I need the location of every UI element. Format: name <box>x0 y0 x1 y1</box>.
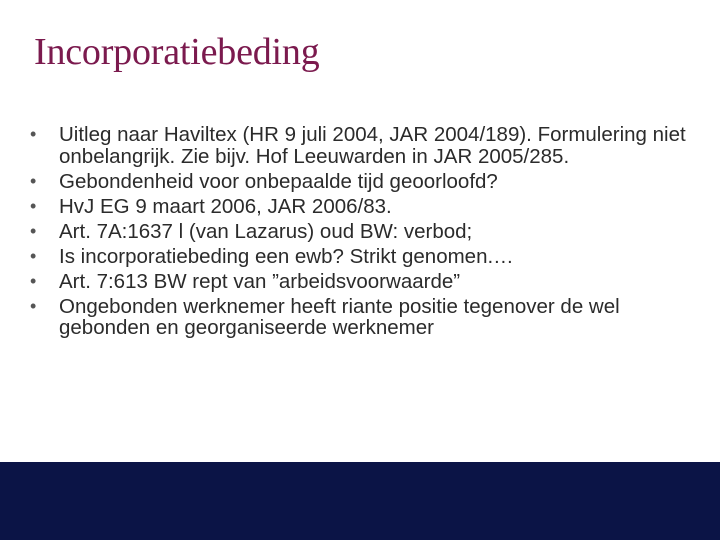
bullet-list <box>30 124 690 342</box>
bullet-item <box>30 271 690 293</box>
footer-bar <box>0 462 720 540</box>
bullet-icon: • <box>30 270 37 291</box>
bullet-item <box>30 124 690 167</box>
bullet-icon: • <box>30 220 37 241</box>
bullet-text: Is incorporatiebeding een ewb? Strikt genomen.… <box>59 244 514 268</box>
bullet-text: Ongebonden werknemer heeft riante positie tegenover de wel gebonden en georganiseerde werknemer <box>59 294 620 339</box>
bullet-icon: • <box>30 195 37 216</box>
bullet-icon: • <box>30 245 37 266</box>
bullet-text: Uitleg naar Haviltex (HR 9 juli 2004, JAR 2004/189). Formulering niet onbelangrijk. Zie bijv. Hof Leeuwarden in JAR 2005/285. <box>59 123 686 168</box>
bullet-icon: • <box>30 295 37 316</box>
slide-title: Incorporatiebeding <box>34 31 320 73</box>
bullet-text: Art. 7A:1637 l (van Lazarus) oud BW: verbod; <box>59 219 473 243</box>
bullet-text: Art. 7:613 BW rept van ”arbeidsvoorwaarde” <box>59 269 461 293</box>
bullet-item <box>30 196 690 218</box>
bullet-text: Gebondenheid voor onbepaalde tijd geoorloofd? <box>59 169 498 193</box>
bullet-item <box>30 171 690 193</box>
bullet-text: HvJ EG 9 maart 2006, JAR 2006/83. <box>59 194 392 218</box>
bullet-icon: • <box>30 170 37 191</box>
bullet-item <box>30 296 690 339</box>
bullet-icon: • <box>30 124 37 144</box>
bullet-item <box>30 246 690 268</box>
bullet-item <box>30 221 690 243</box>
